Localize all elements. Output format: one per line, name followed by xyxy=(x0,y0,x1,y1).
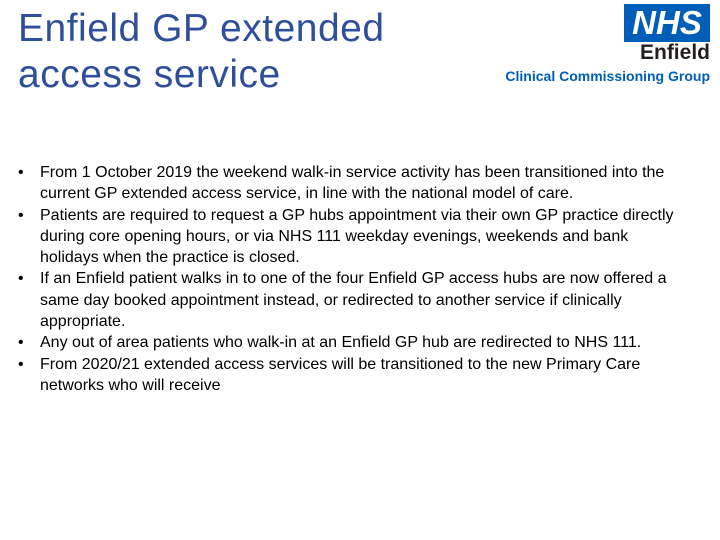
bullet-text: From 2020/21 extended access services will be transitioned to the new Primary Care networks who will receive xyxy=(40,355,641,394)
slide-title xyxy=(18,6,478,98)
bullet-icon: • xyxy=(18,334,24,352)
bullet-icon: • xyxy=(18,206,24,224)
nhs-enfield-logo xyxy=(484,4,712,90)
bullet-item xyxy=(18,162,678,205)
bullet-icon: • xyxy=(18,355,24,373)
bullet-text: If an Enfield patient walks in to one of the four Enfield GP access hubs are now offered a same day booked appointment instead, or redirected to another service if clinically appropriate. xyxy=(40,270,667,331)
bullet-icon: • xyxy=(18,270,24,288)
logo-org-name: Enfield xyxy=(639,41,710,64)
bullet-text: Any out of area patients who walk-in at an Enfield GP hub are redirected to NHS 111. xyxy=(40,334,642,352)
nhs-badge: NHS xyxy=(624,4,710,42)
bullet-text: Patients are required to request a GP hubs appointment via their own GP practice directly during core opening hours, or via NHS 111 weekday evenings, weekends and bank holidays when the practice is closed. xyxy=(40,206,674,267)
bullet-item xyxy=(18,205,678,269)
bullet-item xyxy=(18,332,678,353)
bullet-item xyxy=(18,268,678,332)
logo-subtitle: Clinical Commissioning Group xyxy=(505,68,710,84)
bullet-icon: • xyxy=(18,164,24,181)
bullet-item xyxy=(18,354,678,397)
bullet-list xyxy=(18,162,678,396)
bullet-text: From 1 October 2019 the weekend walk-in service activity has been transitioned into the current GP extended access service, in line with the national model of care. xyxy=(40,164,665,203)
slide-title-line-2: access service xyxy=(18,53,281,96)
slide-title-line-1: Enfield GP extended xyxy=(18,7,385,50)
